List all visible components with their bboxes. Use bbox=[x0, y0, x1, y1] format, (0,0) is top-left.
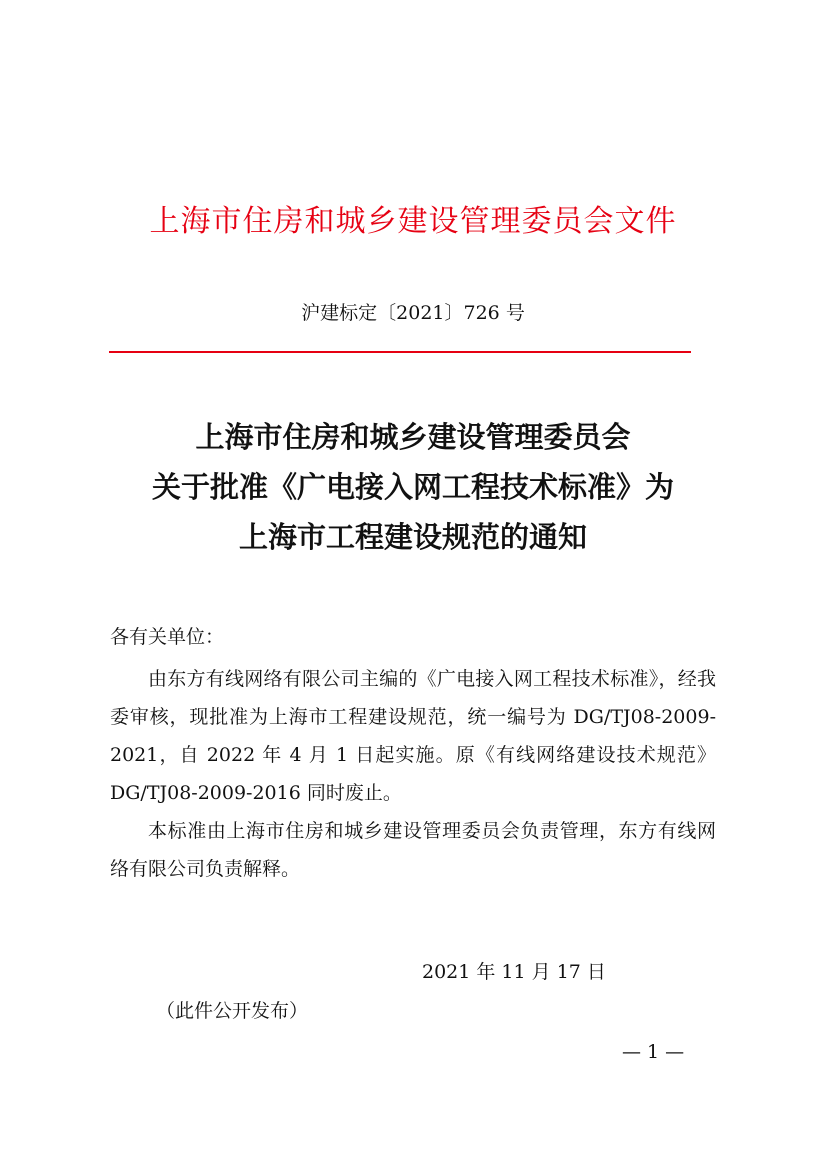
title-line-1: 上海市住房和城乡建设管理委员会 bbox=[195, 420, 631, 454]
red-divider bbox=[109, 351, 691, 353]
title-line-2: 关于批准《广电接入网工程技术标准》为 bbox=[151, 470, 674, 504]
body-text bbox=[110, 660, 716, 888]
body-paragraph-2: 本标准由上海市住房和城乡建设管理委员会负责管理，东方有线网络有限公司负责解释。 bbox=[110, 820, 716, 880]
notice-title bbox=[0, 412, 826, 562]
salutation: 各有关单位： bbox=[110, 626, 225, 648]
issue-date: 2021 年 11 月 17 日 bbox=[422, 961, 606, 983]
page-number: — 1 — bbox=[622, 1041, 685, 1063]
issuer-header: 上海市住房和城乡建设管理委员会文件 bbox=[149, 204, 677, 239]
document-number: 沪建标定〔2021〕726 号 bbox=[301, 302, 525, 324]
body-paragraph-1: 由东方有线网络有限公司主编的《广电接入网工程技术标准》，经我委审核，现批准为上海市工程建设规范，统一编号为 DG/TJ08-2009-2021，自 2022 年 4 月 1 日起实施。原《有线网络建设技术规范》DG/TJ08-2009-2016 同时废止。 bbox=[110, 668, 716, 804]
title-line-3: 上海市工程建设规范的通知 bbox=[238, 520, 587, 554]
publication-note: （此件公开发布） bbox=[156, 1000, 309, 1022]
